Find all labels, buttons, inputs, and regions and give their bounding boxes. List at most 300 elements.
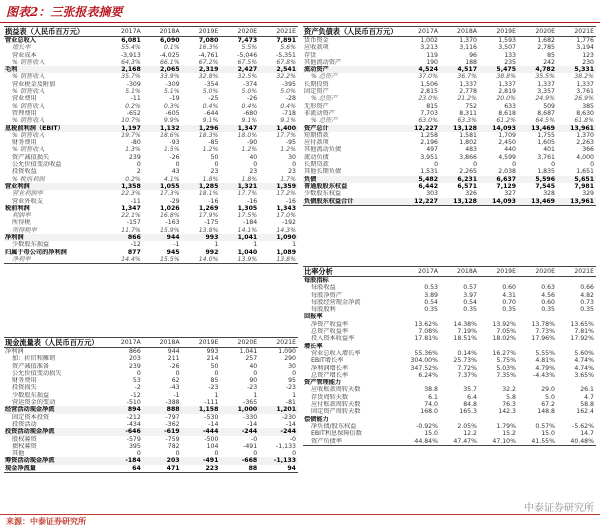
row-value: 11.7% — [121, 226, 141, 234]
row-value: 6,090 — [160, 37, 180, 44]
row-value: -619 — [143, 428, 182, 435]
row-value: 13,469 — [518, 198, 557, 206]
row-value: 0.53 — [424, 284, 438, 292]
row-value: 5.8 — [506, 393, 516, 401]
year-header: 2020E — [220, 27, 259, 37]
empty-cell — [518, 277, 557, 285]
row-value: 35.7% — [121, 73, 141, 81]
row-value: 7,981 — [574, 182, 594, 190]
row-value: 5.75% — [496, 357, 516, 365]
row-value: -718 — [281, 109, 296, 117]
row-value: -175 — [204, 219, 219, 227]
row-value: -14 — [247, 420, 258, 428]
row-label: 资产减值准备 — [12, 362, 50, 370]
table-row — [4, 428, 298, 435]
table-row — [4, 457, 298, 464]
cashflow-statement-panel — [4, 337, 298, 473]
row-value: 2,819 — [498, 88, 516, 96]
row-value: 1.2% — [241, 146, 258, 154]
row-value: 0.2% — [125, 175, 141, 183]
row-value: 15.5% — [143, 256, 182, 264]
row-value: 0.60 — [541, 298, 555, 306]
row-value: 440 — [504, 146, 516, 154]
row-value: 84.8 — [463, 401, 477, 409]
row-value: -510 — [126, 399, 141, 407]
row-value: -5.62% — [572, 422, 594, 430]
row-value: -16 — [285, 197, 296, 205]
row-value: 1,651 — [576, 168, 594, 176]
year-header: 2017A — [104, 338, 143, 348]
row-value: 13,128 — [440, 125, 479, 132]
row-value: 230 — [582, 58, 594, 66]
row-value: 0 — [292, 450, 296, 458]
row-value: 13,961 — [557, 125, 596, 132]
row-value: 7,545 — [535, 182, 555, 190]
row-label: 无形资产 — [304, 102, 329, 110]
table-row — [303, 292, 596, 299]
row-value: -14 — [285, 420, 296, 428]
row-value: 1,337 — [459, 80, 477, 88]
row-label: % 销售收入 — [12, 102, 45, 110]
row-value: 3,116 — [459, 44, 477, 52]
row-value: 0.57% — [535, 422, 555, 430]
row-value: 993 — [182, 234, 221, 241]
table-row — [303, 103, 596, 110]
row-value: -192 — [281, 219, 296, 227]
row-value: -759 — [165, 435, 180, 443]
row-value: -244 — [259, 428, 298, 435]
year-header: 2019E — [182, 27, 221, 37]
table-row — [303, 299, 596, 306]
row-value: 1,026 — [160, 204, 180, 212]
row-value: 7.72% — [457, 364, 477, 372]
row-value: 95 — [288, 377, 296, 385]
empty-cell — [440, 277, 479, 285]
row-value: 290 — [284, 355, 296, 363]
row-value: 5.6% — [280, 44, 296, 52]
row-value: 7.35% — [496, 371, 516, 379]
row-value: 35.5% — [535, 73, 555, 81]
row-value: 17.7% — [276, 131, 296, 139]
row-label: 净利润增长率 — [311, 364, 349, 372]
row-label: 管理费用 — [12, 109, 37, 117]
row-value: 0 — [175, 369, 180, 377]
row-label: 少数股东权益 — [304, 190, 342, 198]
row-label: 应付款项 — [304, 139, 329, 147]
row-value: 14.1% — [237, 226, 258, 234]
row-value: 8,618 — [498, 109, 516, 117]
table-row — [303, 438, 596, 446]
row-value: 62 — [171, 377, 180, 385]
row-value: 40.48% — [557, 438, 596, 446]
row-value: -85 — [208, 139, 219, 147]
empty-cell — [557, 416, 596, 423]
row-value: 888 — [143, 406, 182, 413]
row-value: 2,785 — [537, 44, 555, 52]
row-value: 7.08% — [418, 328, 438, 336]
row-value: 104 — [206, 442, 219, 450]
row-value: 509 — [543, 102, 555, 110]
row-value: 866 — [128, 348, 141, 355]
row-value: 5.0% — [241, 88, 258, 96]
row-value: -3,913 — [120, 51, 141, 59]
empty-cell — [479, 277, 518, 285]
row-label: % 总资产 — [311, 117, 338, 125]
row-value: 32.2 — [502, 386, 516, 394]
row-label: % 销售收入 — [12, 146, 45, 154]
row-value: 5.0% — [202, 88, 219, 96]
row-value: 2,038 — [498, 168, 516, 176]
row-value: 55.36% — [414, 349, 438, 357]
row-value: 40 — [249, 362, 258, 370]
row-label: 增长率 — [12, 44, 31, 52]
row-value: 0 — [136, 369, 141, 377]
year-header: 2017A — [401, 27, 440, 37]
row-value: 1 — [253, 241, 258, 249]
section-title: 回报率 — [304, 313, 323, 321]
row-value: 877 — [127, 248, 141, 256]
row-value: 5.55% — [535, 349, 555, 357]
row-value: 5,596 — [518, 176, 557, 183]
row-value: 9.1% — [202, 117, 219, 125]
row-label: 营运资金的变动 — [12, 399, 56, 407]
row-value: 148.8 — [537, 408, 555, 416]
table-row — [4, 73, 298, 80]
empty-cell — [518, 379, 557, 386]
row-value: 1,709 — [498, 131, 516, 139]
row-value: 67.2 — [541, 401, 555, 409]
row-value: -12 — [130, 241, 141, 249]
row-value: 1,370 — [576, 131, 594, 139]
row-value: 3,507 — [498, 44, 516, 52]
section-header-row — [303, 379, 596, 386]
row-value: 44.84% — [401, 438, 440, 446]
row-label: 固定资产 — [304, 88, 329, 96]
row-value: 53 — [132, 377, 141, 385]
row-value: 14.7 — [580, 430, 594, 438]
row-label: 毛利 — [4, 66, 104, 73]
row-value: 4.74% — [574, 357, 594, 365]
row-value: 1,258 — [420, 131, 438, 139]
row-value: -80 — [130, 139, 141, 147]
row-label: 净负债/股东权益 — [311, 422, 357, 430]
row-value: 0.1% — [163, 44, 180, 52]
row-value: 17.2% — [276, 190, 296, 198]
row-value: 12,227 — [401, 198, 440, 206]
row-value: 2,265 — [459, 168, 477, 176]
table-row — [4, 406, 298, 413]
empty-cell — [440, 416, 479, 423]
row-value: 2,263 — [576, 139, 594, 147]
section-header-row — [303, 343, 596, 350]
row-value: 993 — [206, 348, 219, 355]
section-header-row — [303, 313, 596, 320]
row-value: 2,196 — [420, 139, 438, 147]
row-value: 0.4% — [202, 102, 219, 110]
row-value: 33.9% — [159, 73, 180, 81]
row-label: 资产负债率 — [303, 438, 401, 446]
balance-sheet-table — [303, 26, 596, 206]
row-value: 0 — [214, 450, 219, 458]
table-row — [303, 430, 596, 437]
row-value: 328 — [543, 190, 555, 198]
row-value: 633 — [504, 102, 516, 110]
empty-cell — [401, 416, 440, 423]
row-value: -81 — [285, 399, 296, 407]
row-value: 1.79% — [496, 422, 516, 430]
row-value: 4,524 — [401, 66, 440, 73]
table-row — [4, 146, 298, 153]
table-row — [4, 421, 298, 428]
row-label: 其他流动资产 — [304, 58, 342, 66]
row-value: 47.10% — [479, 438, 518, 446]
row-value: -4,025 — [159, 51, 180, 59]
row-value: 2.05% — [457, 422, 477, 430]
row-value: 223 — [182, 465, 221, 473]
row-value: 1.8% — [202, 175, 219, 183]
empty-cell — [479, 343, 518, 350]
row-value: 7.37% — [457, 371, 477, 379]
row-value: 1,041 — [239, 348, 258, 355]
empty-cell — [518, 313, 557, 320]
row-value: 1,776 — [576, 37, 594, 44]
row-value: 15.9% — [159, 226, 180, 234]
row-value: 26.9% — [574, 95, 594, 103]
year-header: 2021E — [557, 267, 596, 277]
row-label: 净利率 — [4, 256, 104, 264]
row-value: 5.1% — [163, 88, 180, 96]
table-row — [4, 256, 298, 264]
row-value: 8,687 — [537, 109, 555, 117]
row-value: 18.6% — [159, 131, 180, 139]
empty-cell — [401, 343, 440, 350]
row-label: 营业利润 — [4, 183, 104, 190]
row-value: -43 — [169, 384, 180, 392]
table-row — [4, 212, 298, 219]
table-row — [303, 321, 596, 328]
table-row — [303, 44, 596, 51]
table-title: 比率分析 — [303, 267, 401, 277]
row-value: 1 — [253, 391, 258, 399]
row-value: 4.82 — [580, 291, 594, 299]
row-value: 35.7 — [463, 386, 477, 394]
table-row — [303, 81, 596, 88]
row-value: 17.81% — [414, 335, 438, 343]
row-value: 61.8% — [574, 117, 594, 125]
row-value: 16.8% — [159, 212, 180, 220]
row-value: 866 — [104, 234, 143, 241]
row-value: -579 — [126, 435, 141, 443]
row-value: 6.24% — [418, 371, 438, 379]
table-row — [303, 132, 596, 139]
row-value: 13.92% — [492, 320, 516, 328]
row-value: 13.9% — [220, 256, 259, 264]
table-row — [4, 168, 298, 175]
row-value: -93 — [169, 139, 180, 147]
row-value: -2 — [134, 384, 141, 392]
row-value: 395 — [128, 442, 141, 450]
row-value: 385 — [582, 102, 594, 110]
row-value: -29 — [169, 197, 180, 205]
row-value: 239 — [128, 362, 141, 370]
row-value: 85 — [210, 377, 219, 385]
row-value: 326 — [465, 190, 477, 198]
row-value: -1 — [173, 241, 180, 249]
row-value: 1,201 — [259, 406, 298, 413]
row-value: 304.00% — [410, 357, 438, 365]
row-value: 483 — [465, 146, 477, 154]
row-value: 15.0 — [424, 430, 438, 438]
row-label: 营业利润率 — [12, 190, 43, 198]
row-label: 营业税金及附加 — [12, 80, 56, 88]
row-value: 992 — [205, 248, 219, 256]
section-title: 偿债能力 — [304, 415, 329, 423]
row-value: 21.2% — [457, 95, 477, 103]
table-row — [303, 386, 596, 393]
empty-cell — [557, 277, 596, 285]
row-value: 1.3% — [125, 146, 141, 154]
row-value: 14,093 — [479, 125, 518, 132]
row-value: 203 — [143, 457, 182, 464]
row-value: -500 — [204, 435, 219, 443]
row-value: -23 — [247, 384, 258, 392]
row-value: 2,815 — [420, 88, 438, 96]
table-row — [303, 306, 596, 313]
row-label: 投资收益 — [12, 168, 37, 176]
row-value: 0 — [253, 450, 258, 458]
row-value: 17.5% — [237, 212, 258, 220]
row-value: -0 — [289, 435, 296, 443]
empty-cell — [401, 379, 440, 386]
row-label: 固定资产周转天数 — [311, 408, 361, 416]
row-label: 资产总计 — [303, 125, 401, 132]
row-value: 0.54 — [424, 298, 438, 306]
table-row — [4, 37, 298, 45]
row-value: 168.0 — [420, 408, 438, 416]
table-row — [303, 350, 596, 357]
row-value: 18.0% — [237, 131, 258, 139]
row-value: 3,761 — [576, 88, 594, 96]
row-value: 1,682 — [537, 37, 555, 44]
row-value: 13.65% — [570, 320, 594, 328]
watermark: 中泰证券研究所 — [524, 503, 594, 514]
row-value: 203 — [128, 355, 141, 363]
table-row — [4, 190, 298, 197]
table-row — [4, 370, 298, 377]
row-value: 945 — [166, 248, 180, 256]
empty-cell — [557, 313, 596, 320]
row-value: 32.8% — [198, 73, 219, 81]
row-value: 1.5% — [163, 146, 180, 154]
row-label: 存货 — [304, 51, 317, 59]
row-value: 401 — [543, 146, 555, 154]
row-value: 0.4% — [280, 102, 296, 110]
row-value: -12 — [130, 391, 141, 399]
row-value: 4.7 — [584, 393, 594, 401]
row-label: 投资活动 — [12, 420, 37, 428]
row-value: 63.0% — [418, 117, 438, 125]
row-value: 2,450 — [498, 139, 516, 147]
row-value: 1,755 — [537, 131, 555, 139]
row-value: 29.0 — [541, 386, 555, 394]
row-value: 85 — [547, 51, 555, 59]
row-value: -184 — [104, 457, 143, 464]
row-value: 13.78% — [531, 320, 555, 328]
row-value: 1,400 — [259, 125, 298, 132]
table-title: 损益表（人民币百万元） — [4, 27, 104, 37]
row-value: -111 — [204, 399, 219, 407]
row-value: 142.3 — [498, 408, 516, 416]
year-header: 2018A — [143, 338, 182, 348]
row-label: 投资活动现金净流 — [4, 428, 104, 435]
row-value: 1,835 — [537, 168, 555, 176]
row-value: 1,285 — [182, 183, 221, 190]
row-value: 5.5% — [241, 44, 258, 52]
row-value: 0.73 — [580, 298, 594, 306]
row-value: 257 — [245, 355, 258, 363]
year-header: 2017A — [401, 267, 440, 277]
row-value: -157 — [126, 219, 141, 227]
row-value: 3.97 — [463, 291, 477, 299]
table-row — [4, 66, 298, 73]
row-value: -4.43% — [533, 371, 555, 379]
row-value: 37.0% — [418, 73, 438, 81]
row-value: 0 — [512, 161, 516, 169]
row-label: 长期投资 — [304, 80, 329, 88]
row-value: 9.9% — [163, 117, 180, 125]
row-value: 2,427 — [220, 66, 259, 73]
table-row — [303, 59, 596, 66]
row-label: 其他 — [12, 450, 25, 458]
row-value: 1,269 — [198, 204, 219, 212]
row-value: -530 — [204, 413, 219, 421]
row-value: 3,761 — [537, 153, 555, 161]
row-value: 7.73% — [535, 328, 555, 336]
row-value: 66.1% — [159, 58, 180, 66]
row-value: 4,000 — [576, 153, 594, 161]
ratio-analysis-table — [303, 266, 596, 446]
row-label: 营业总收入增长率 — [311, 349, 361, 357]
row-label: 固定资本投资 — [12, 413, 50, 421]
year-header: 2018A — [143, 27, 182, 37]
year-header: 2020E — [518, 267, 557, 277]
table-row — [303, 365, 596, 372]
row-value: 347.52% — [410, 364, 438, 372]
table-row — [4, 95, 298, 102]
row-value: 165.3 — [459, 408, 477, 416]
empty-cell — [518, 343, 557, 350]
row-value: 6,081 — [121, 37, 141, 44]
section-header-row — [303, 277, 596, 285]
table-row — [4, 219, 298, 226]
table-row — [303, 198, 596, 206]
row-value: 6.1 — [428, 393, 438, 401]
row-value: 1.2% — [280, 146, 296, 154]
row-value: 0 — [292, 369, 296, 377]
row-value: -491 — [182, 457, 221, 464]
row-value: 38.8% — [496, 73, 516, 81]
row-value: 0 — [136, 161, 141, 169]
row-value: 14.38% — [453, 320, 477, 328]
row-value: 90 — [249, 377, 258, 385]
row-label: 现金净流量 — [4, 465, 104, 473]
cashflow-statement-table — [4, 337, 298, 473]
empty-cell — [557, 343, 596, 350]
row-label: 债权募资 — [12, 442, 37, 450]
row-value: 1.2% — [202, 146, 219, 154]
row-label: 每股净资产 — [311, 291, 342, 299]
table-row — [303, 168, 596, 175]
